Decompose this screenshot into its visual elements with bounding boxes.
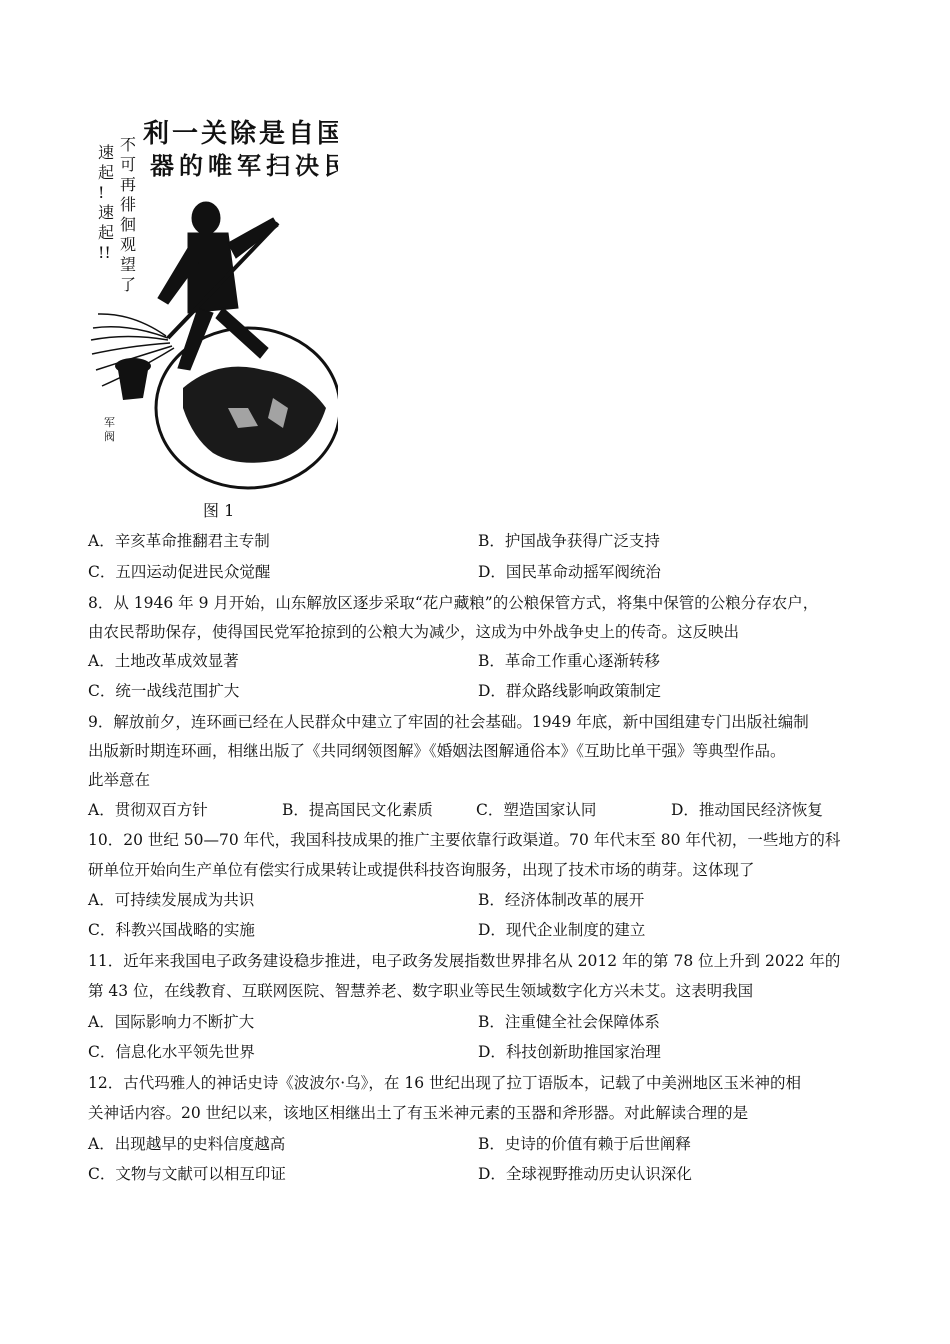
- q11-option-b: B．注重健全社会保障体系: [478, 1013, 660, 1031]
- q11-stem-line-1: 11．近年来我国电子政务建设稳步推进，电子政务发展指数世界排名从 2012 年的第 78 位上升到 2022 年的: [88, 952, 841, 970]
- svg-text:起: 起: [98, 223, 115, 242]
- poster-side-calligraphy: [98, 135, 136, 294]
- q9-option-d: D．推动国民经济恢复: [671, 801, 823, 819]
- svg-text:利一关除是自国: 利一关除是自国: [143, 119, 338, 149]
- fallen-warlord-figures: [104, 358, 151, 443]
- q7-option-a: A．辛亥革命推翻君主专制: [88, 532, 270, 550]
- svg-text:徘: 徘: [120, 195, 137, 214]
- q7-option-d: D．国民革命动摇军阀统治: [478, 563, 661, 581]
- q9-stem-line-1: 9．解放前夕，连环画已经在人民群众中建立了牢固的社会基础。1949 年底，新中国组建专门出版社编制: [88, 713, 809, 731]
- svg-text:起: 起: [98, 163, 115, 182]
- q9-option-c: C．塑造国家认同: [476, 801, 597, 819]
- q12-option-b: B．史诗的价值有赖于后世阐释: [478, 1135, 691, 1153]
- q10-option-b: B．经济体制改革的展开: [478, 891, 645, 909]
- q11-stem-line-2: 第 43 位，在线教育、互联网医院、智慧养老、数字职业等民生领域数字化方兴未艾。这表明我国: [88, 982, 754, 1000]
- q12-option-a: A．出现越早的史料信度越高: [88, 1135, 286, 1153]
- svg-text:望: 望: [120, 255, 137, 274]
- q11-option-d: D．科技创新助推国家治理: [478, 1043, 661, 1061]
- svg-text:!!: !!: [98, 243, 111, 262]
- q10-option-c: C．科教兴国战略的实施: [88, 921, 255, 939]
- svg-text:观: 观: [120, 235, 137, 254]
- svg-text:军: 军: [104, 416, 115, 429]
- q12-stem-line-2: 关神话内容。20 世纪以来，该地区相继出土了有玉米神元素的玉器和斧形器。对此解读合理的是: [88, 1104, 749, 1122]
- poster-title-calligraphy: [143, 119, 338, 180]
- svg-text:了: 了: [120, 275, 137, 294]
- q8-stem-line-1: 8．从 1946 年 9 月开始，山东解放区逐步采取“花户藏粮”的公粮保管方式，将集中保管的公粮分存农户，: [88, 594, 819, 612]
- q10-stem-line-2: 研单位开始向生产单位有偿实行成果转让或提供科技咨询服务，出现了技术市场的萌芽。这体现了: [88, 861, 755, 879]
- svg-text:速: 速: [98, 143, 115, 162]
- svg-text:不: 不: [120, 135, 137, 154]
- svg-text:徊: 徊: [120, 215, 137, 234]
- q9-option-a: A．贯彻双百方针: [88, 801, 208, 819]
- q8-option-a: A．土地改革成效显著: [88, 652, 239, 670]
- q8-option-d: D．群众路线影响政策制定: [478, 682, 661, 700]
- q10-option-d: D．现代企业制度的建立: [478, 921, 646, 939]
- q12-stem-line-1: 12．古代玛雅人的神话史诗《波波尔·乌》，在 16 世纪出现了拉丁语版本，记载了中美洲地区玉米神的相: [88, 1074, 801, 1092]
- q7-option-c: C．五四运动促进民众觉醒: [88, 563, 271, 581]
- q9-stem-line-3: 此举意在: [88, 771, 151, 789]
- q12-option-d: D．全球视野推动历史认识深化: [478, 1165, 692, 1183]
- q7-option-b: B．护国战争获得广泛支持: [478, 532, 660, 550]
- figure-caption: 图 1: [203, 501, 235, 520]
- q11-option-a: A．国际影响力不断扩大: [88, 1013, 255, 1031]
- svg-text:阀: 阀: [104, 430, 115, 443]
- svg-text:再: 再: [120, 175, 137, 194]
- svg-text:速: 速: [98, 203, 115, 222]
- svg-text:可: 可: [120, 155, 137, 174]
- q9-option-b: B．提高国民文化素质: [282, 801, 433, 819]
- q10-stem-line-1: 10．20 世纪 50—70 年代，我国科技成果的推广主要依靠行政渠道。70 年代末至 80 年代初，一些地方的科: [88, 831, 841, 849]
- svg-text:!: !: [98, 183, 105, 202]
- q11-option-c: C．信息化水平领先世界: [88, 1043, 255, 1061]
- poster-drawing: [88, 108, 338, 490]
- poster-illustration: [88, 108, 338, 490]
- q8-option-b: B．革命工作重心逐渐转移: [478, 652, 660, 670]
- q8-option-c: C．统一战线范围扩大: [88, 682, 240, 700]
- svg-text:器的唯军扫决民: 器的唯军扫决民: [150, 151, 338, 180]
- q8-stem-line-2: 由农民帮助保存，使得国民党军抢掠到的公粮大为减少，这成为中外战争史上的传奇。这反映出: [88, 623, 740, 641]
- q9-stem-line-2: 出版新时期连环画，相继出版了《共同纲领图解》《婚姻法图解通俗本》《互助比单干强》等典型作品。: [88, 742, 786, 760]
- q12-option-c: C．文物与文献可以相互印证: [88, 1165, 286, 1183]
- q10-option-a: A．可持续发展成为共识: [88, 891, 255, 909]
